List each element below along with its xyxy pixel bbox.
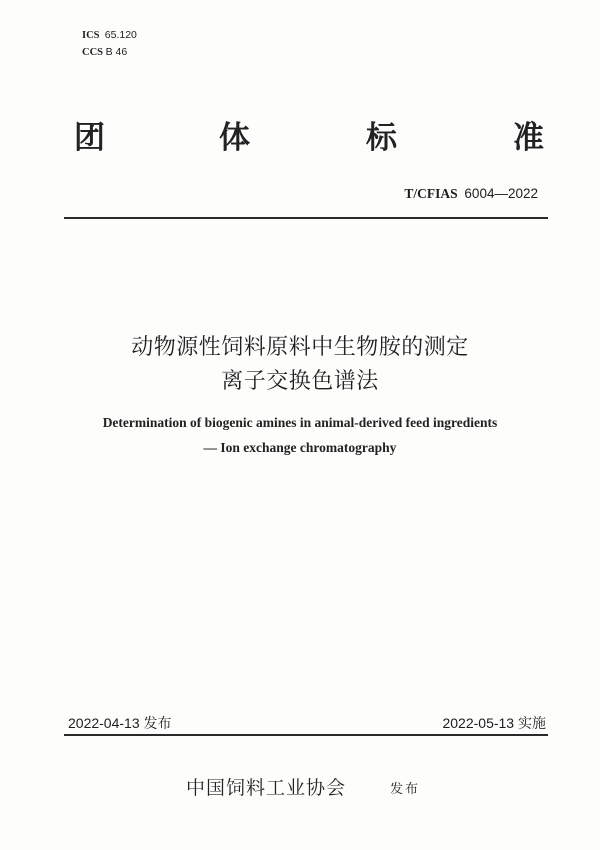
chinese-title-line-1: 动物源性饲料原料中生物胺的测定 xyxy=(131,335,469,360)
standard-number xyxy=(404,186,538,202)
publish-date: 2022-04-13 发布 xyxy=(68,715,172,731)
top-divider xyxy=(64,217,548,219)
english-title-line-2: — Ion exchange chromatography xyxy=(203,440,397,455)
chinese-title-line-2: 离子交换色谱法 xyxy=(221,369,379,394)
implement-date: 2022-05-13 实施 xyxy=(442,715,546,731)
ics-label: ICS xyxy=(82,30,100,41)
standard-number-prefix: T/CFIAS xyxy=(404,186,458,201)
standard-type-char: 体 xyxy=(219,120,250,156)
ics-code xyxy=(82,27,137,44)
ccs-code xyxy=(82,44,137,61)
bottom-divider xyxy=(64,734,548,736)
standard-number-value: 6004—2022 xyxy=(464,186,538,201)
publisher-name: 中国饲料工业协会 xyxy=(186,777,347,799)
standard-type-heading xyxy=(0,118,600,158)
standard-type-char: 团 xyxy=(74,120,105,156)
english-title-line-1: Determination of biogenic amines in animal-derived feed ingredients xyxy=(102,415,498,430)
publish-label: 发布 xyxy=(390,782,421,797)
standard-type-char: 准 xyxy=(513,120,544,156)
classification-codes xyxy=(82,27,137,61)
ics-value: 65.120 xyxy=(104,29,137,41)
standard-type-char: 标 xyxy=(366,120,397,156)
ccs-label: CCS xyxy=(82,47,104,58)
ccs-value: B 46 xyxy=(105,46,128,58)
